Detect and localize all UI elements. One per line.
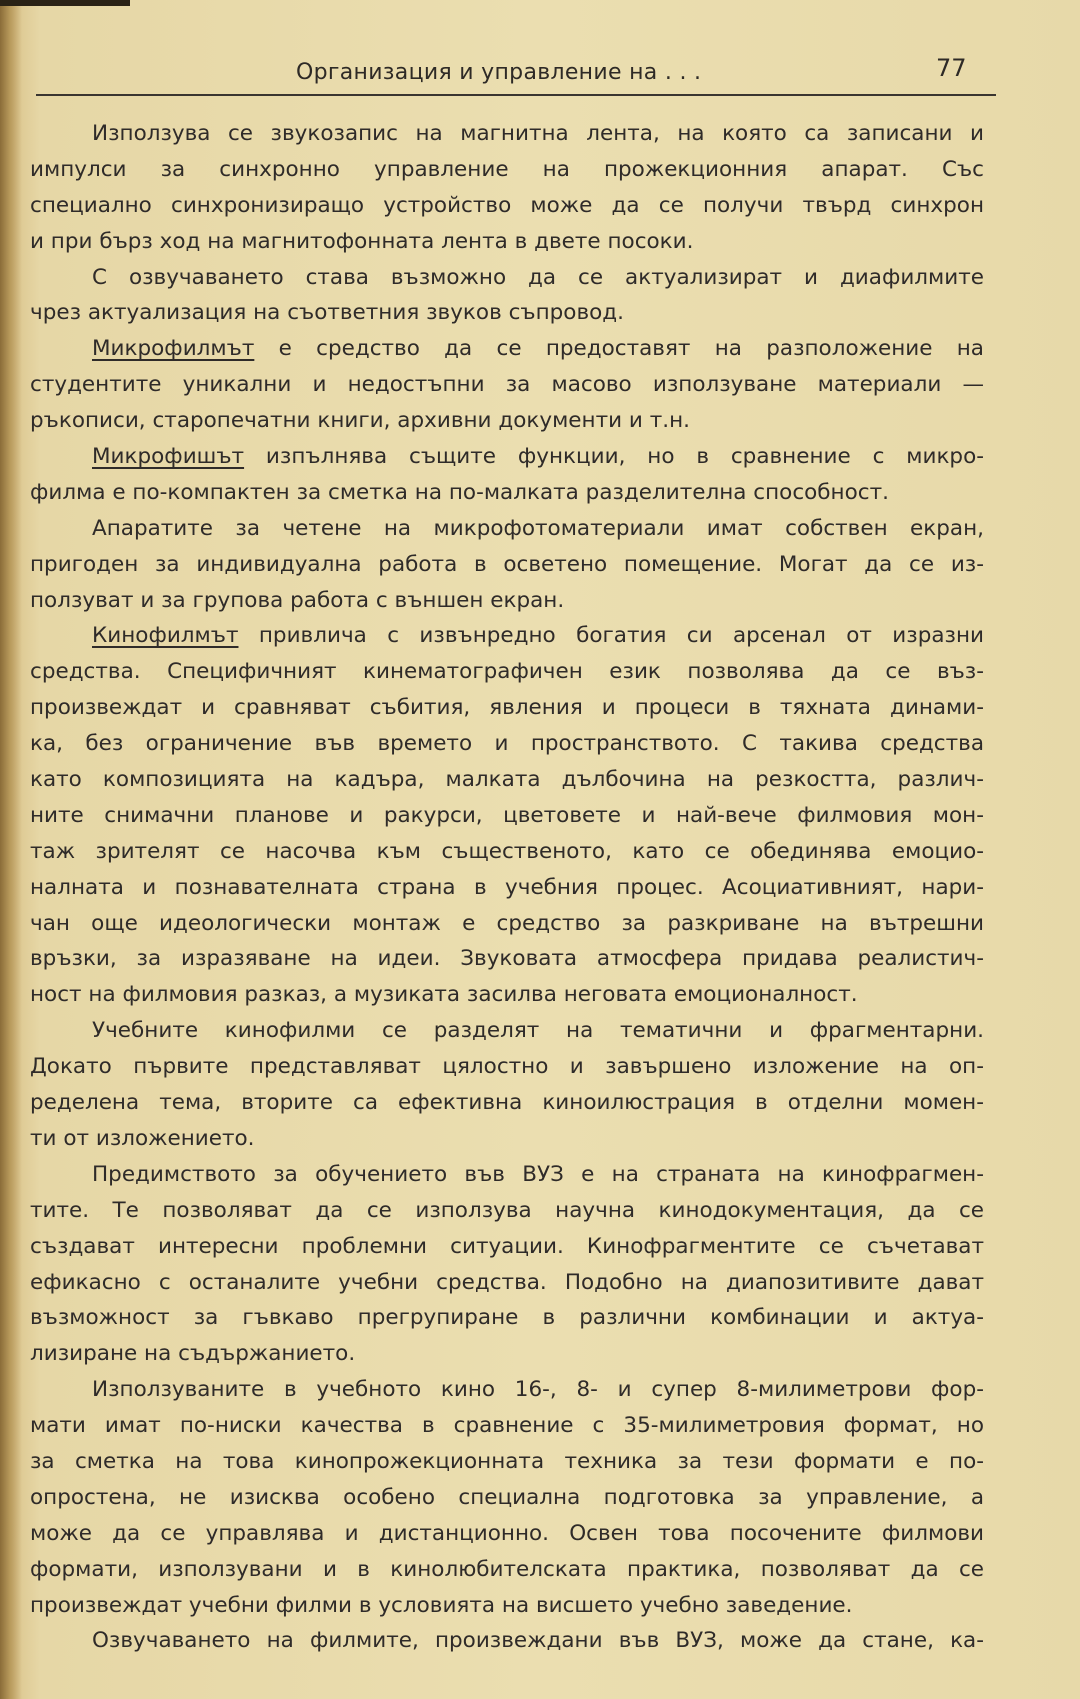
text-line: Учебните кинофилми се разделят на тематични и фрагментарни.: [92, 1018, 984, 1044]
header-rule: [36, 94, 996, 96]
text-line: опростена, не изисква особено специална подготовка за управление, а: [30, 1484, 984, 1510]
text-line: и при бърз ход на магнитофонната лента в двете посоки.: [30, 228, 694, 254]
text-line: Апаратите за четене на микрофотоматериали имат собствен екран,: [92, 515, 984, 541]
term-microfiche: Микрофишът: [92, 444, 245, 470]
text-line: ределена тема, вторите са ефективна киноилюстрация в отделни момен-: [30, 1090, 984, 1116]
text-line: възможност за гъвкаво прегрупиране в различни комбинации и актуа-: [30, 1305, 984, 1331]
body-text: [30, 116, 984, 1659]
text-line: ползуват и за групова работа с външен екран.: [30, 587, 565, 613]
text-line: специално синхронизиращо устройство може да се получи твърд синхрон: [30, 192, 984, 218]
text-line: тите. Те позволяват да се използува научна кинодокументация, да се: [30, 1197, 984, 1223]
text-line: [30, 618, 984, 654]
text-run: привлича с извънредно богатия си арсенал от изразни: [238, 623, 984, 649]
text-line: създават интересни проблемни ситуации. Кинофрагментите се съчетават: [30, 1233, 984, 1259]
text-line: връзки, за изразяване на идеи. Звуковата атмосфера придава реалистич-: [30, 946, 984, 972]
text-line: мати имат по-ниски качества в сравнение с 35-милиметровия формат, но: [30, 1413, 984, 1439]
page-corner-shadow: [0, 0, 130, 6]
text-line: таж зрителят се насочва към същественото, като се обединява емоцио-: [30, 838, 984, 864]
text-line: произвеждат учебни филми в условията на висшето учебно заведение.: [30, 1592, 853, 1618]
text-line: Докато първите представляват цялостно и завършено изложение на оп-: [30, 1054, 984, 1080]
text-line: Използуваните в учебното кино 16-, 8- и супер 8-милиметрови фор-: [92, 1377, 984, 1403]
text-line: налната и познавателната страна в учебния процес. Асоциативният, нари-: [30, 874, 984, 900]
text-line: [30, 331, 984, 367]
text-line: ност на филмовия разказ, а музиката засилва неговата емоционалност.: [30, 982, 858, 1008]
text-line: пригоден за индивидуална работа в осветено помещение. Могат да се из-: [30, 551, 984, 577]
term-microfilm: Микрофилмът: [92, 336, 255, 362]
page-number: 77: [936, 54, 967, 82]
text-line: [30, 439, 984, 475]
text-line: импулси за синхронно управление на прожекционния апарат. Със: [30, 156, 984, 182]
term-cinefilm: Кинофилмът: [92, 623, 239, 649]
text-line: Използува се звукозапис на магнитна лента, на която са записани и: [92, 121, 984, 146]
text-line: лизиране на съдържанието.: [30, 1341, 356, 1367]
text-line: ка, без ограничение във времето и пространството. С такива средства: [30, 731, 984, 757]
text-line: студентите уникални и недостъпни за масово използуване материали —: [30, 372, 984, 398]
text-line: за сметка на това кинопрожекционната техника за тези формати е по-: [30, 1448, 984, 1474]
text-line: Озвучаването на филмите, произвеждани във ВУЗ, може да стане, ка-: [92, 1628, 984, 1654]
text-line: С озвучаването става възможно да се актуализират и диафилмите: [92, 264, 984, 290]
text-run: изпълнява същите функции, но в сравнение с микро-: [244, 444, 984, 470]
text-line: филма е по-компактен за сметка на по-малката разделителна способност.: [30, 479, 889, 505]
text-run: е средство да се предоставят на разположение на: [254, 336, 984, 362]
running-head: [28, 52, 1068, 100]
running-title: Организация и управление на . . .: [296, 60, 702, 85]
spine-shadow: [0, 0, 22, 1699]
text-line: формати, използувани и в кинолюбителската практика, позволяват да се: [30, 1556, 984, 1582]
text-line: ти от изложението.: [30, 1125, 255, 1151]
text-line: чан още идеологически монтаж е средство за разкриване на вътрешни: [30, 910, 984, 936]
text-line: ните снимачни планове и ракурси, цветовете и най-вече филмовия мон-: [30, 802, 984, 828]
text-line: чрез актуализация на съответния звуков съпровод.: [30, 300, 624, 326]
text-line: като композицията на кадъра, малката дълбочина на резкостта, различ-: [30, 767, 984, 793]
text-line: ефикасно с останалите учебни средства. Подобно на диапозитивите дават: [30, 1269, 984, 1295]
text-line: може да се управлява и дистанционно. Освен това посочените филмови: [30, 1520, 984, 1546]
text-line: произвеждат и сравняват събития, явления и процеси в тяхната динами-: [30, 695, 984, 721]
text-line: ръкописи, старопечатни книги, архивни документи и т.н.: [30, 408, 690, 434]
text-line: средства. Специфичният кинематографичен език позволява да се въз-: [30, 659, 984, 685]
text-line: Предимството за обучението във ВУЗ е на страната на кинофрагмен-: [92, 1161, 984, 1187]
